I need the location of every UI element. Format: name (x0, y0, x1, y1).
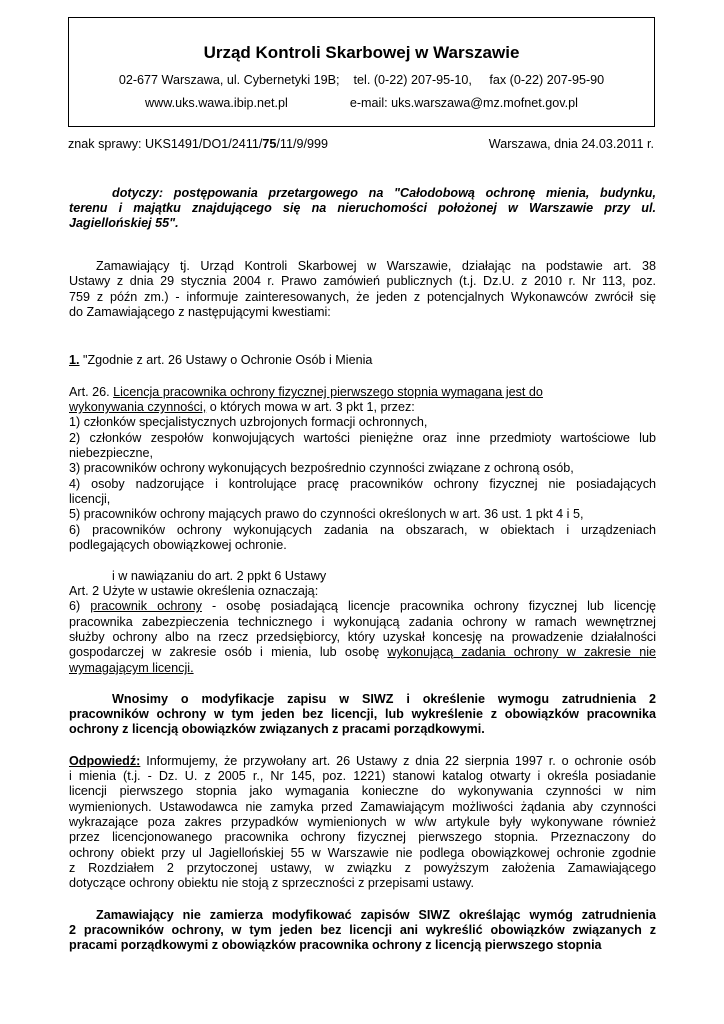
art26-text: o których mowa w art. 3 pkt 1, przez: (206, 400, 415, 414)
art26-item: 4) osoby nadzorujące i kontrolujące pracę pracowników ochrony fizycznej nie posiadających (69, 477, 656, 491)
art26-line (69, 400, 656, 415)
phone: tel. (0-22) 207-95-10, (353, 73, 472, 87)
answer-line: i mienia (t.j. - Dz. U. z 2005 r., Nr 145, poz. 1221) stanowi katalog otwarty i określa posiadanie (69, 769, 656, 783)
art26-prefix: Art. 26. (69, 385, 114, 399)
definition-line (69, 645, 656, 660)
art26-item: licencji, (69, 492, 111, 506)
intro-line: Ustawy z dnia 29 stycznia 2004 r. Prawo zamówień publicznych (t.j. Dz.U. z 2010 r. Nr 113, poz. (69, 274, 656, 288)
definition-line (69, 599, 656, 614)
definition-prefix: 6) (69, 599, 91, 613)
answer-text: Informujemy, że przywołany art. 26 Ustawy z dnia 22 sierpnia 1997 r. o ochronie osób (140, 754, 656, 768)
case-bold: 75 (262, 137, 277, 151)
art26-item: 6) pracowników ochrony wykonujących zadania na obszarach, w obiektach i urządzeniach (69, 523, 656, 537)
art26-item: 5) pracowników ochrony mających prawo do czynności określonych w art. 36 ust. 1 pkt 4 i 5, (69, 507, 584, 521)
answer-line: ochrony obiekt przy ul Jagiellońskiej 55 w Warszawie nie podlega obowiązkowej ochronie zgodnie (69, 846, 656, 860)
art26-item: podlegających obowiązkowej ochronie. (69, 538, 287, 552)
definition-term: pracownik ochrony (90, 599, 202, 613)
request-line: Wnosimy o modyfikacje zapisu w SIWZ i określenie wymogu zatrudnienia 2 (112, 692, 656, 706)
conclusion-line: pracami porządkowymi z obowiązków pracownika ochrony z licencją pierwszego stopnia (69, 938, 602, 952)
art26-item: niebezpieczne, (69, 446, 154, 460)
web-line (69, 96, 654, 110)
art26-underlined: Licencja pracownika ochrony fizycznej pierwszego stopnia wymagana jest do (113, 385, 543, 399)
case-prefix: znak sprawy: UKS1491/DO1/2411/ (68, 137, 263, 151)
definition-underlined: wymagającym licencji. (69, 661, 194, 675)
answer-line (69, 754, 656, 769)
answer-line: wymienionych. Ustawodawca nie zamyka przed Zamawiającym możliwości żądania aby czynności (69, 800, 656, 814)
intro-line: 759 z późn zm.) - informuje zainteresowanych, że jeden z potencjalnych Wykonawców zwrócił się (69, 290, 656, 304)
address: 02-677 Warszawa, ul. Cybernetyki 19B; (118, 73, 340, 87)
answer-line: z Rozdziałem 2 przytoczonej ustawy, w związku z powyższym założenia Zamawiającego (69, 861, 656, 875)
conclusion-line: 2 pracowników ochrony, w tym jeden bez licencji ani wykreślić obowiązków związanych z (69, 923, 656, 937)
subject-line: dotyczy: postępowania przetargowego na "Całodobową ochronę mienia, budynku, (112, 186, 656, 200)
case-number (68, 137, 328, 151)
request-line: ochrony z licencją obowiązków związanych z pracami porządkowymi. (69, 722, 485, 736)
answer-line: licencji pierwszego stopnia jako wymagania konieczne do wykonywania czynności w nim (69, 784, 656, 798)
definition-line: pracownika zabezpieczenia technicznego i wykonującą zadania ochrony w ramach wewnętrznej (69, 615, 656, 629)
conclusion-line: Zamawiający nie zamierza modyfikować zapisów SIWZ określając wymóg zatrudnienia (96, 908, 656, 922)
art26-line (69, 385, 656, 400)
intro-line: Zamawiający tj. Urząd Kontroli Skarbowej w Warszawie, działając na podstawie art. 38 (96, 259, 656, 273)
case-suffix: /11/9/999 (276, 137, 328, 151)
art26-underlined: wykonywania czynności, (69, 400, 207, 414)
website: www.uks.wawa.ibip.net.pl (145, 96, 288, 110)
intro-line: do Zamawiającego z następującymi kwestiami: (69, 305, 331, 319)
art26-item: 2) członków zespołów konwojujących wartości pieniężne oraz inne przedmioty wartościowe lub (69, 431, 656, 445)
letterhead-box (68, 17, 655, 127)
definition-text: gospodarczej w zakresie osób i mienia, lub osobę (69, 645, 388, 659)
reference-line: i w nawiązaniu do art. 2 ppkt 6 Ustawy (112, 569, 327, 583)
answer-line: wykrazające poza zakres przypadków wymienionych w w/w artykule były wykonywane również (69, 815, 656, 829)
answer-line: dotyczące ochrony obiektu nie stoją z sprzeczności z przepisami ustawy. (69, 876, 475, 890)
question-heading-text: "Zgodnie z art. 26 Ustawy o Ochronie Osób i Mienia (79, 353, 373, 367)
place-date: Warszawa, dnia 24.03.2011 r. (488, 137, 654, 151)
subject-line: Jagiellońskiej 55". (69, 216, 179, 230)
definition-line: służby ochrony albo na rzecz przedsiębiorcy, który uzyskał koncesję na prowadzenie działalności (69, 630, 656, 644)
art26-item: 3) pracowników ochrony wykonujących bezpośrednio czynności związane z ochroną osób, (69, 461, 574, 475)
definition-line (69, 661, 656, 676)
email: e-mail: uks.warszawa@mz.mofnet.gov.pl (349, 96, 578, 110)
art2-line: Art. 2 Użyte w ustawie określenia oznaczają: (69, 584, 319, 598)
definition-text: - osobę posiadającą licencje pracownika ochrony fizycznej lub licencję (201, 599, 656, 613)
fax: fax (0-22) 207-95-90 (489, 73, 605, 87)
question-number: 1. (69, 353, 80, 367)
request-line: pracowników ochrony w tym jeden bez licencji, lub wykreślenie z obowiązków pracownika (69, 707, 656, 721)
contact-line (69, 73, 654, 87)
answer-label: Odpowiedź: (69, 754, 141, 768)
office-name: Urząd Kontroli Skarbowej w Warszawie (203, 43, 520, 62)
definition-underlined: wykonującą zadania ochrony w zakresie nie (387, 645, 656, 659)
subject-line: terenu i majątku znajdującego się na nieruchomości położonej w Warszawie przy ul. (69, 201, 656, 215)
answer-line: przez licencjonowanego pracownika ochrony fizycznej pierwszego stopnia. Przeznaczony do (69, 830, 656, 844)
art26-item: 1) członków specjalistycznych uzbrojonych formacji ochronnych, (69, 415, 428, 429)
question-heading (69, 353, 656, 368)
